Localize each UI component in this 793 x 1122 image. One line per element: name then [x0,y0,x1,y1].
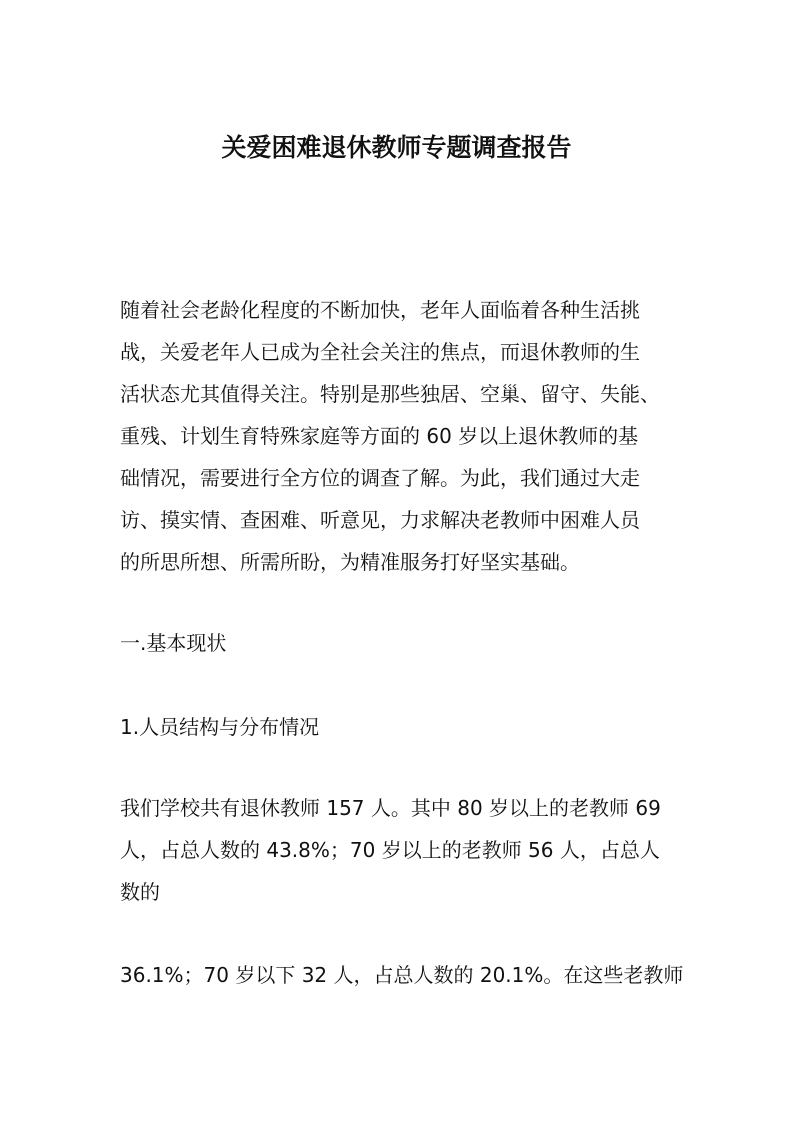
intro-line: 战，关爱老年人已成为全社会关注的焦点，而退休教师的生 [120,340,640,364]
intro-line: 的所思所想、所需所盼，为精准服务打好坚实基础。 [120,550,580,574]
document-title: 关爱困难退休教师专题调查报告 [221,133,572,162]
paragraph-line: 我们学校共有退休教师 157 人。其中 80 岁以上的老教师 69 [120,796,661,820]
intro-line: 活状态尤其值得关注。特别是那些独居、空巢、留守、失能、 [120,382,660,406]
subsection-heading: 1.人员结构与分布情况 [120,715,320,739]
intro-line: 访、摸实情、查困难、听意见，力求解决老教师中困难人员 [120,508,640,532]
intro-line: 随着社会老龄化程度的不断加快，老年人面临着各种生活挑 [120,298,640,322]
paragraph-line: 36.1%；70 岁以下 32 人，占总人数的 20.1%。在这些老教师 [120,963,684,987]
paragraph-line: 数的 [120,880,160,904]
intro-line: 础情况，需要进行全方位的调查了解。为此，我们通过大走 [120,466,640,490]
intro-line: 重残、计划生育特殊家庭等方面的 60 岁以上退休教师的基 [120,424,639,448]
paragraph-line: 人，占总人数的 43.8%；70 岁以上的老教师 56 人，占总人 [120,838,660,862]
section-heading: 一.基本现状 [120,631,227,655]
